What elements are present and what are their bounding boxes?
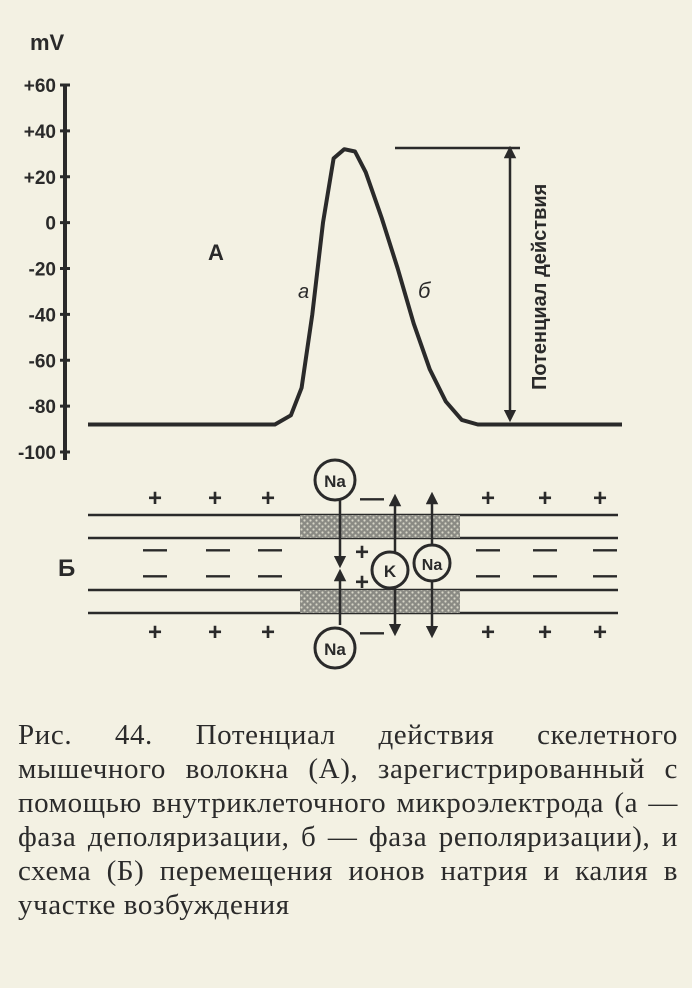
plus-charge: + [480,619,496,646]
minus-charge: — [360,619,384,646]
minus-charge: — [533,536,557,563]
outer-charges-top [148,485,607,512]
plus-charge: + [147,485,163,512]
minus-charge: — [533,562,557,589]
plus-charge: + [207,619,223,646]
y-tick-label: +40 [23,121,56,143]
y-tick-label: +60 [23,76,56,97]
plus-charge: + [354,539,370,566]
svg-text:Na: Na [324,472,346,491]
minus-charge: — [258,562,282,589]
y-tick-label: 0 [45,213,56,235]
minus-charge: — [206,536,230,563]
outer-charges-bottom [148,619,607,646]
plus-charge: + [480,485,496,512]
minus-charge: — [476,562,500,589]
minus-charge: — [258,536,282,563]
plus-charge: + [537,485,553,512]
plus-charge: + [592,619,608,646]
plus-charge: + [592,485,608,512]
na-ion-top [315,460,355,500]
plus-charge: + [260,485,276,512]
membrane-excited-lower [300,590,460,613]
panel-label-a: А [208,240,224,265]
plus-charge: + [354,569,370,596]
panel-label-b: Б [58,555,76,582]
phase-label-a: а [298,281,310,303]
na-ion-bottom [315,628,355,668]
y-tick-label: +20 [23,167,56,189]
figure-caption: Рис. 44. Потенциал действия скелетного мышечного волокна (А), зарегистрированный с помощью внутриклеточного микроэлектрода (а — фаза деполяризации, б — фаза реполяризации), и схема (Б) перемещения ионов натрия и калия в участке возбуждения [18,719,678,921]
panel-a-chart [18,30,622,464]
amplitude-label: Потенциал действия [529,183,551,390]
plus-charge: + [147,619,163,646]
plus-charge: + [207,485,223,512]
minus-charge: — [206,562,230,589]
minus-charge: — [143,562,167,589]
y-tick-label: -40 [28,305,56,327]
na-ion-middle [414,545,450,581]
y-axis-ticks [18,76,70,464]
minus-charge: — [593,536,617,563]
y-tick-label: -80 [28,397,56,419]
membrane-excited-upper [300,515,460,538]
y-tick-label: -20 [28,259,56,281]
svg-text:K: K [383,562,397,581]
svg-text:Na: Na [421,557,443,574]
y-axis-label: mV [30,30,65,55]
y-tick-label: -60 [28,351,56,373]
phase-label-b: б [418,278,431,303]
y-tick-label: -100 [17,443,56,464]
minus-charge: — [360,485,384,512]
minus-charge: — [593,562,617,589]
panel-b-diagram [58,460,618,668]
plus-charge: + [537,619,553,646]
minus-charge: — [476,536,500,563]
plus-charge: + [260,619,276,646]
svg-text:Na: Na [324,640,346,659]
minus-charge: — [143,536,167,563]
k-ion [372,552,408,588]
